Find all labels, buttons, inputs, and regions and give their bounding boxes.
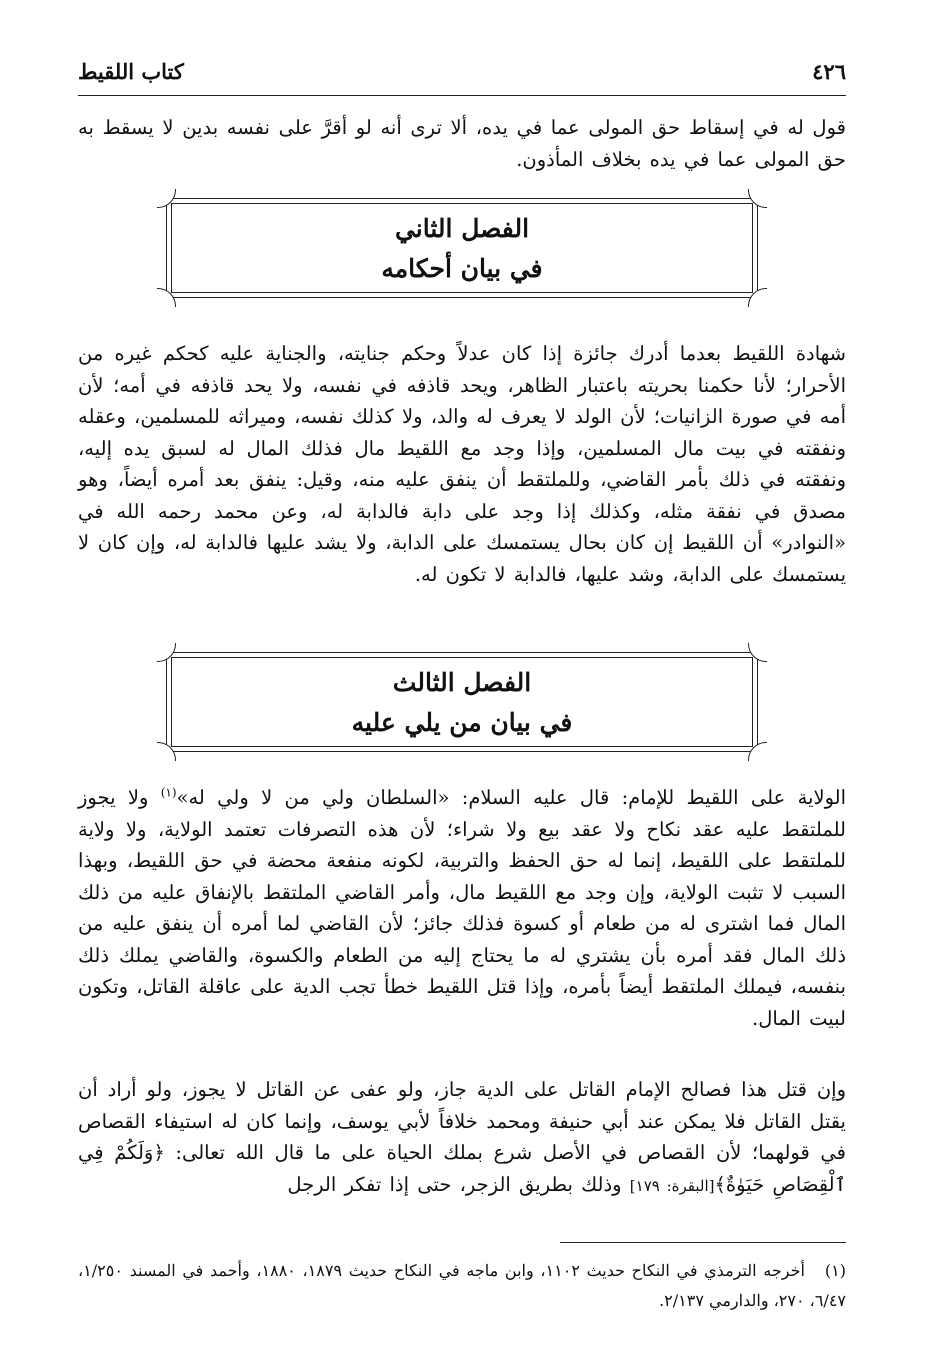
footnote-marker: (١) [824, 1261, 846, 1280]
chapter-3-heading-box [166, 652, 758, 752]
book-title: كتاب اللقيط [78, 58, 184, 84]
chapter-3-paragraph-1 [78, 782, 846, 1034]
page-header [78, 48, 846, 94]
chapter-2-subtitle: في بيان أحكامه [381, 254, 543, 283]
intro-paragraph: قول له في إسقاط حق المولى عما في يده، ألا ترى أنه لو أقرَّ على نفسه بدين لا يسقط به حق المولى عما في يده بخلاف المأذون. [78, 116, 846, 171]
footnote-reference: (١) [160, 785, 177, 800]
paragraph-1-part-a: الولاية على اللقيط للإمام: قال عليه السلام: «السلطان ولي من لا ولي له» [176, 786, 847, 809]
chapter-2-heading-box [166, 198, 758, 298]
header-rule [78, 95, 846, 96]
chapter-2-paragraph: شهادة اللقيط بعدما أدرك جائزة إذا كان عدلاً وحكم جنايته، والجناية عليه كحكم غيره من الأحرار؛ لأنا حكمنا بحريته باعتبار الظاهر، ويحد قاذفه في نفسه، ولا يحد قاذفه في أمه؛ لأن أمه في صورة الزانيات؛ لأن الولد لا يعرف له والد، ولا كذلك نفسه، وميراثه للمسلمين، وعقله ونفقته في بيت مال المسلمين، وإذا وجد مع اللقيط مال فذلك المال له لسبق يده إليه، ونفقته في ذلك بأمر القاضي، وللملتقط أن ينفق عليه منه، وقيل: ينفق بعد أمره أيضاً، وهو مصدق في نفقة مثله، وكذلك إذا وجد على دابة فالدابة له، وعن محمد رحمه الله في «النوادر» أن اللقيط إن كان بحال يستمسك على الدابة، ولا يشد عليها فالدابة له، وإن كان لا يستمسك على الدابة، وشد عليها، فالدابة لا تكون له. [78, 342, 846, 586]
page-number: ٤٢٦ [812, 58, 846, 84]
paragraph-2-part-a: وإن قتل هذا فصالح الإمام القاتل على الدية جاز، ولو عفى عن القاتل لا يجوز، ولو أراد أن يقتل القاتل فلا يمكن عند أبي حنيفة ومحمد خلافاً لأبي يوسف، وإنما كان له استيفاء القصاص في قولهما؛ لأن القصاص في الأصل شرع بملك الحياة على ما قال الله تعالى: [78, 1078, 847, 1164]
quran-verse: ﴿وَلَكُمْ فِي ٱلْقِصَاصِ حَيَوٰةٌ﴾ [78, 1141, 846, 1196]
footnote [78, 1256, 846, 1316]
verse-citation: [البقرة: ١٧٩] [629, 1176, 715, 1195]
chapter-2-title: الفصل الثاني [394, 214, 530, 243]
chapter-3-subtitle: في بيان من يلي عليه [351, 708, 573, 737]
chapter-3-paragraph-2 [78, 1074, 846, 1202]
footnote-rule [560, 1242, 846, 1243]
paragraph-2-part-b: وذلك بطريق الزجر، حتى إذا تفكر الرجل [287, 1172, 630, 1196]
page [78, 0, 846, 1369]
chapter-3-title: الفصل الثالث [392, 668, 532, 697]
paragraph-1-part-b: ولا يجوز للملتقط عليه عقد نكاح ولا عقد بيع ولا شراء؛ لأن هذه التصرفات تعتمد الولاية، ولا ولاية للملتقط على اللقيط، إنما له حق الحفظ والتربية، لكونه منفعة محضة في حق اللقيط، وبهذا السبب لا تثبت الولاية، وإن وجد مع اللقيط مال، وأمر القاضي الملتقط بالإنفاق عليه من ذلك المال فما اشترى له من طعام أو كسوة فذلك جائز؛ لأن القاضي لما أمره أن ينفق عليه من ذلك المال فقد أمره بأن يشتري له ما يحتاج إليه من الطعام والكسوة، والقاضي يملك ذلك بنفسه، فيملك الملتقط أيضاً بأمره، وإذا قتل اللقيط خطأ تجب الدية على عاقلة القاتل، وتكون لبيت المال. [78, 786, 846, 1030]
footnote-text: أخرجه الترمذي في النكاح حديث ١١٠٢، وابن ماجه في النكاح حديث ١٨٧٩، ١٨٨٠، وأحمد في المسند ١/٢٥٠، ٦/٤٧، ٢٧٠، والدارمي ٢/١٣٧. [78, 1261, 846, 1310]
